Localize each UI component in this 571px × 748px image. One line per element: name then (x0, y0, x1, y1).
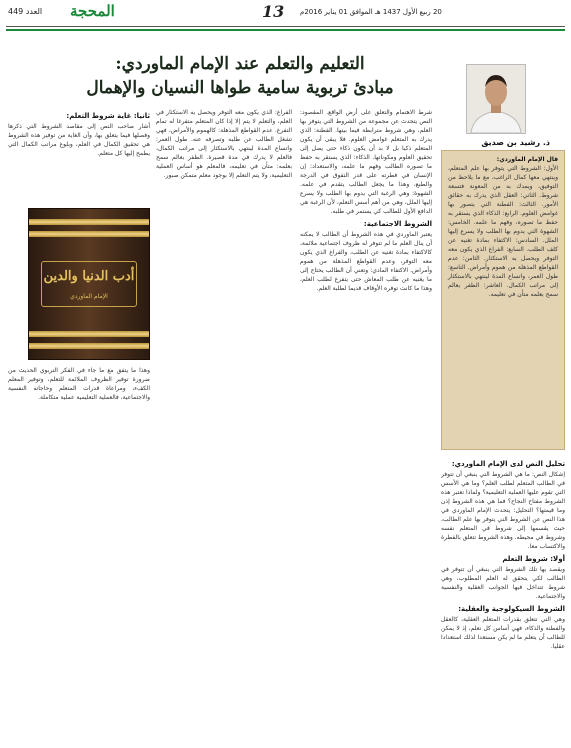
issue-number: العدد 449 (8, 7, 43, 16)
cover-title-panel (41, 261, 137, 307)
article-title-line-2: مبادئ تربوية سامية طواها النسيان والإهمال (86, 78, 394, 98)
section-heading: الشروط الاجتماعية: (363, 220, 432, 228)
book-cover-image (28, 208, 150, 360)
magazine-name: المحجة (70, 2, 115, 20)
column-right (441, 456, 565, 744)
column-middle-right (300, 108, 432, 744)
page-header (0, 0, 571, 40)
column-left-bottom (8, 366, 150, 744)
quote-sidebar (441, 150, 565, 450)
article-title-line-1: التعليم والتعلم عند الإمام الماوردي: (115, 54, 365, 74)
column-text: شرط الاهتمام والتعلق على أرض الواقع. المقصود: النص يتحدث عن مجموعة من الشروط التي يتوفر بها العلم، وهي شروط مترابطة فيما بينها. الفطنة: الذي يدرك به المتعلم غوامض العلوم. فلا يبقى أن يكون المتعلم ذكيا بل لا بد أن يكون ذكاء حتى يصل إلى تحقيق العلوم ومكوناتها. الذكاء: الذي يستقر به حفظ ما تصوره الطالب وفهم ما علمه، والاستعداد: إن الإنسان في فطرته على قدر التفوق في الدرجة والطبع، وهذا ما يجعل الطالب يتقدم في علمه. الشهوة: وهي الرغبة التي يدوم بها الطلب ولا يسرع إليها الملل، وهي من أهم أسس التعلم، لأن الرغبة هي الدافع الأول للطالب كي يستمر في طلبه. (300, 109, 432, 215)
section-heading: تحليل النص لدى الإمام الماوردي: (451, 460, 565, 468)
column-text: إشكال النص: ما هي الشروط التي ينبغي أن تتوفر في الطالب المتعلم لطلب العلم؟ وما هي الأسس التي تقوم عليها العملية التعليمية؟ ولماذا تعتبر هذه الشروط مفتاح النجاح؟ فما هي هذه الشروط إذن وما قيمتها؟ التحليل: يتحدث الإمام الماوردي في هذا النص عن الشروط التي يتوفر بها علم الطالب، حيث يقسمها إلى شروط في المتعلم نفسه وشروط في محيطه. وهذه الشروط تتعلق بالفطرة والاكتساب معا. (441, 471, 565, 550)
section-heading: أولا: شروط التعلم (502, 555, 565, 563)
page-number: 13 (262, 2, 285, 21)
author-byline: ذ. رشيد بن صديق (481, 138, 550, 147)
author-photo (466, 64, 526, 134)
header-rule (6, 26, 565, 27)
header-accent-rule (6, 29, 565, 31)
sidebar-text: الأول: الشروط التي يتوفر بها علم المتعلم، وينتهي معها كمال الراغب، مع ما يلاحظ من التوفيق، ويمدك به من المعونة فتسعة شروط. الثاني: العقل الذي يدرك به حقائق الأمور. الثالث: الفطنة التي يتصور بها غوامض العلوم. الرابع: الذكاء الذي يستقر به حفظ ما تصوره، وفهم ما علمه. الخامس: الشهوة التي يدوم بها الطلب ولا يسرع إليها الملل. السادس: الاكتفاء بمادة تغنيه عن كلف الطلب. السابع: الفراغ الذي يكون معه التوفر ويحصل به الاستكثار. الثامن: عدم القواطع المذهلة من هموم وأمراض. التاسع: طول العمر، واتساع المدة لينتهي بالاستكثار إلى مراتب الكمال. العاشر: الظفر بعالم سمح بعلمه متأن في تعليمه. (448, 165, 558, 298)
column-text: الفراغ: الذي يكون معه التوفر ويحصل به الاستكثار في العلم، والتعلم لا يتم إلا إذا كان المتعلم متفرغا له تمام التفرغ. عدم القواطع المذهلة: كالهموم والأمراض، فهي تشغل الطالب عن طلبه وتصرفه عنه. طول العمر: واتساع المدة لينتهي بالاستكثار إلى مراتب الكمال، فالعلم لا يدرك في مدة قصيرة. الظفر بعالم سمح بعلمه: متأن في تعليمه، فالمعلم هو أساس العملية التعليمية، ولا يتم التعلم إلا بوجود معلم متمكن صبور. (156, 109, 292, 179)
article-title (40, 52, 440, 100)
column-text: يعتبر الماوردي في هذه الشروط أن الطالب لا يمكنه أن ينال العلم ما لم تتوفر له ظروف اجتماعية ملائمة، كالاكتفاء بمادة تغنيه عن الطلب، والفراغ الذي يكون معه التوفر، وعدم القواطع المذهلة من هموم وأمراض. الاكتفاء المادي: وتعني أن الطالب يحتاج إلى ما يغنيه عن طلب المعاش حتى يتفرغ لطلب العلم، وهذا ما كانت توفره الأوقاف قديما لطلبة العلم. (300, 231, 432, 292)
column-text: ويقصد بها تلك الشروط التي ينبغي أن تتوفر في الطالب لكي يتحقق له العلم المطلوب، وهي شروط تتداخل فيها الجوانب العقلية والنفسية والاجتماعية. (441, 566, 565, 600)
column-text: وهذا ما يتفق مع ما جاء في الفكر التربوي الحديث من ضرورة توفير الظروف الملائمة للتعلم، وتوفير المعلم الكفء، ومراعاة قدرات المتعلم وحاجاته النفسية والاجتماعية، فالعملية التعليمية عملية متكاملة. (8, 367, 150, 401)
section-heading: الشروط السيكولوجية والعقلية: (458, 605, 565, 613)
column-text: أشار صاحب النص إلى مقاصد الشروط التي ذكرها وفصلها فيما يتعلق بها، وأن الغاية من توفير هذه الشروط هي تحقيق الكمال في العلم، وبلوغ مراتب الكمال التي يطمح إليها كل متعلم. (8, 123, 150, 157)
sidebar-heading: قال الإمام الماوردي: (496, 156, 558, 163)
column-middle-left (156, 108, 292, 744)
column-left-top (8, 108, 150, 206)
author-portrait-image (467, 65, 525, 133)
book-title: أدب الدنيا والدين (43, 269, 135, 284)
section-heading: ثانيا: غاية شروط التعلم: (66, 112, 150, 120)
column-text: وهي التي تتعلق بقدرات المتعلم العقلية، كالعقل والفطنة والذكاء، فهي أساس كل تعلم، إذ لا يمكن للطالب أن يتعلم ما لم يكن مستعدا لذلك استعدادا عقليا. (441, 616, 565, 650)
issue-date: 20 ربيع الأول 1437 هـ الموافق 01 يناير 2016م (300, 8, 442, 16)
book-author: الإمام الماوردي (70, 293, 108, 300)
